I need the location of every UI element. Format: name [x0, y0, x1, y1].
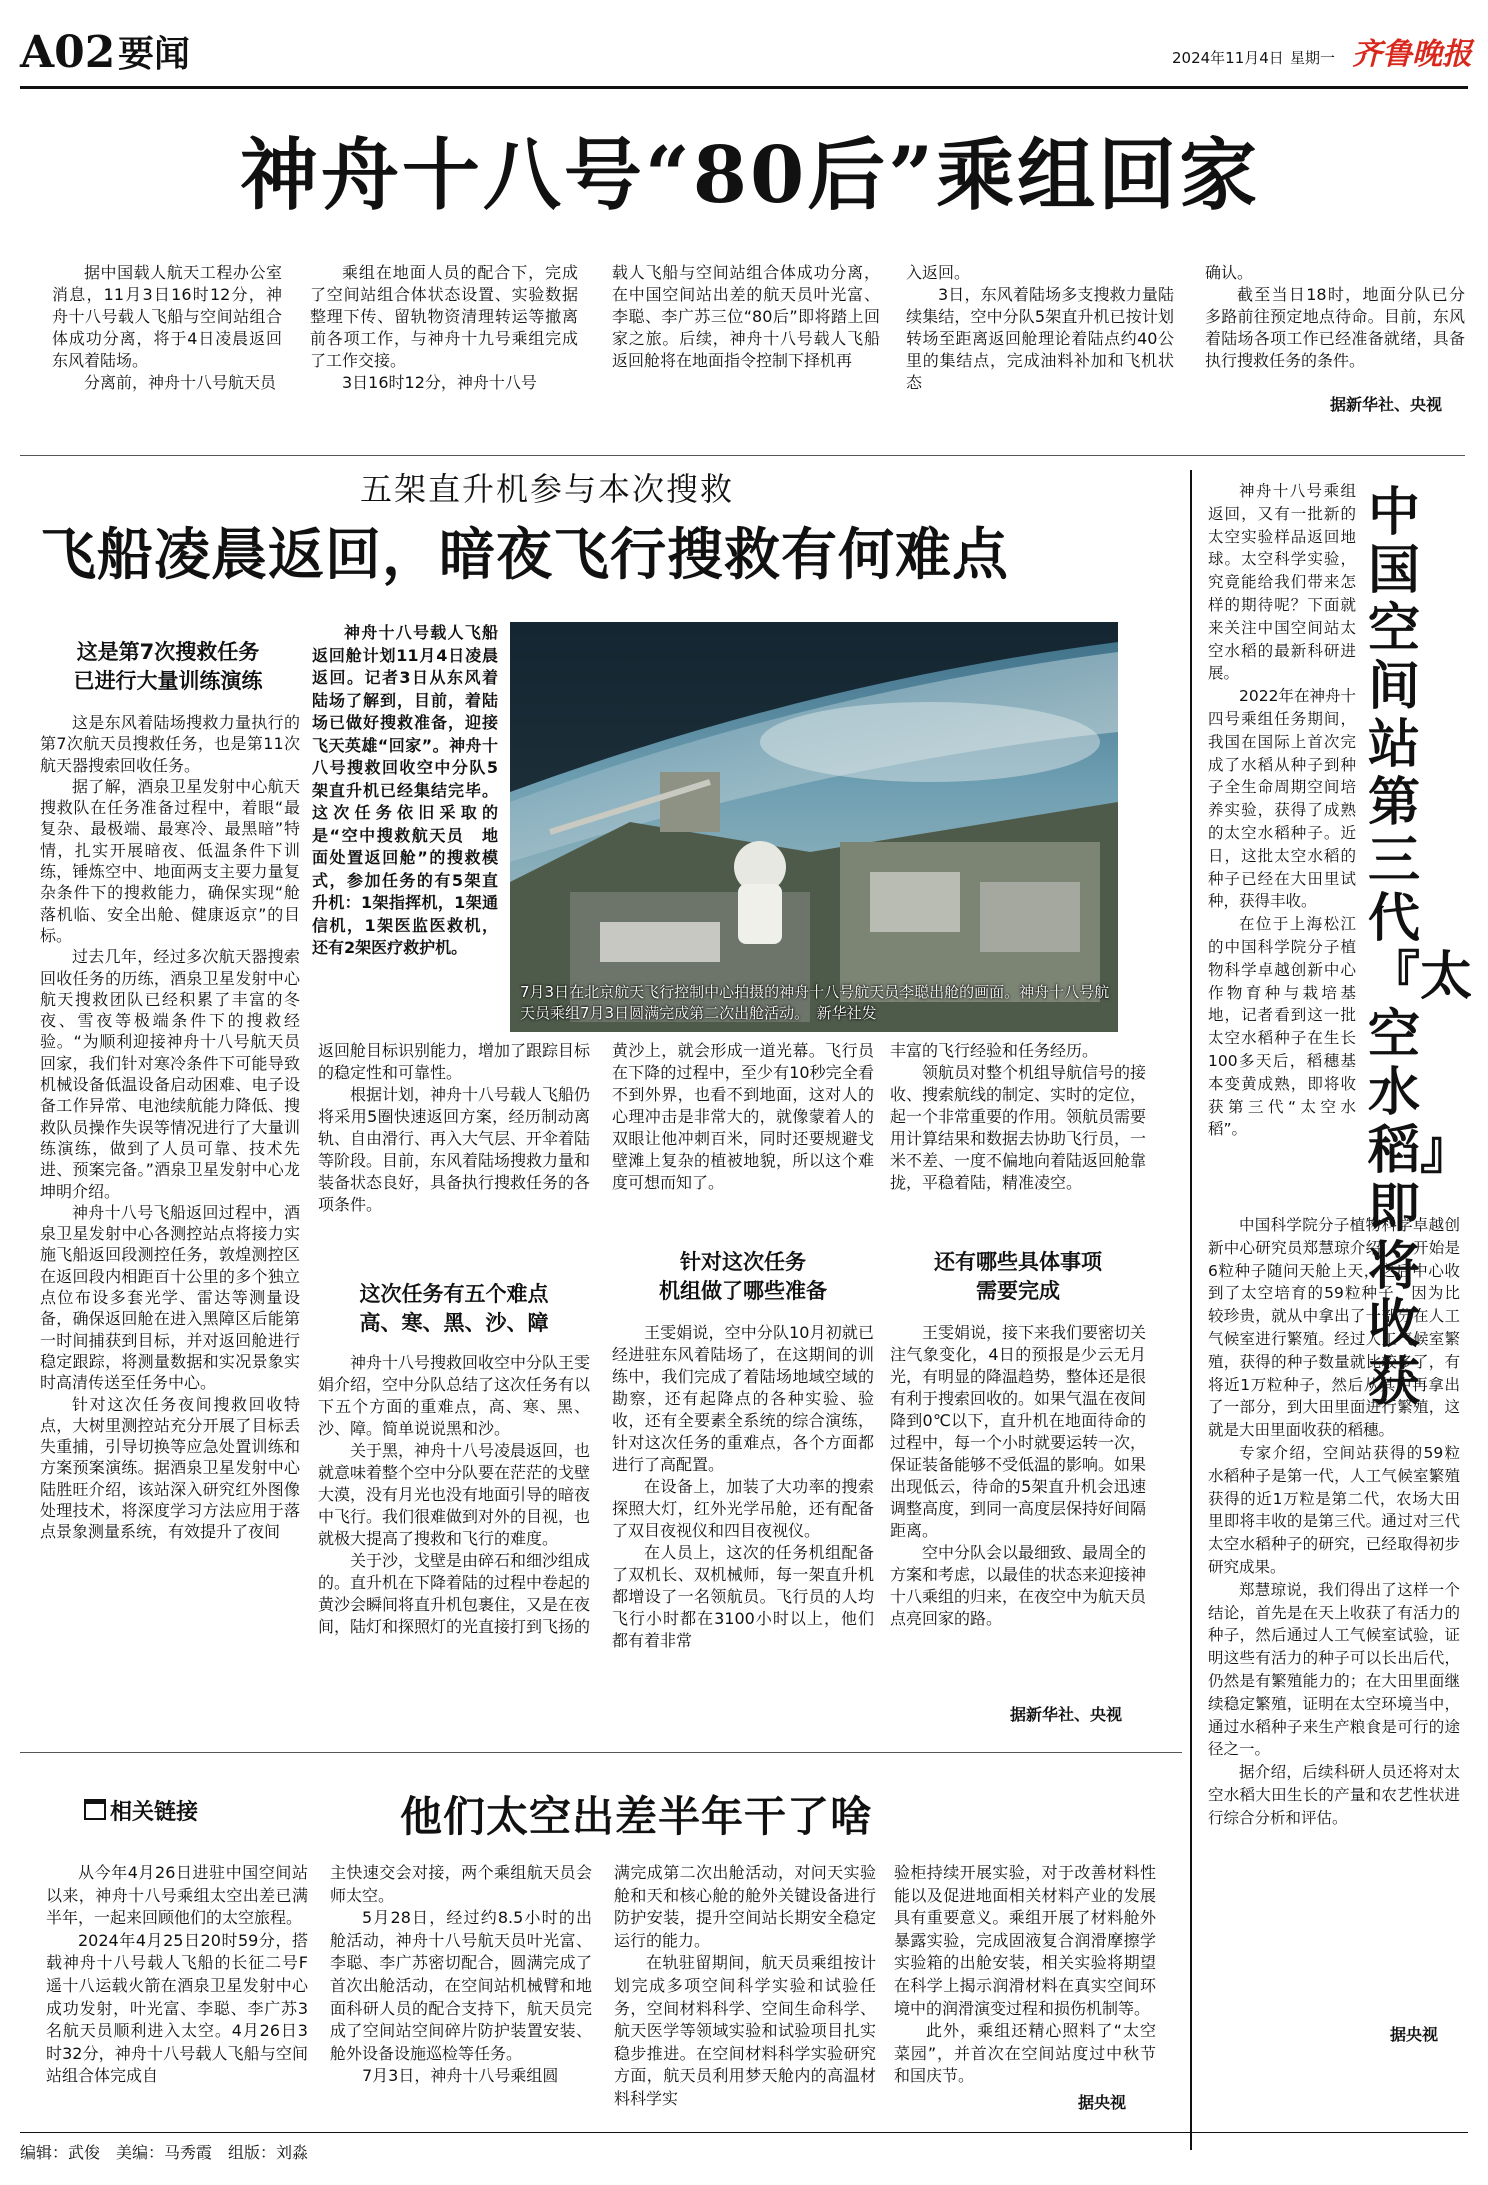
masthead-rule — [20, 86, 1468, 89]
footer-rule — [20, 2132, 1468, 2133]
rescue-kicker: 五架直升机参与本次搜救 — [360, 470, 735, 508]
document-icon — [84, 1799, 106, 1820]
main-story-col-4: 入返回。 3日，东风着陆场多支搜救力量陆续集结，空中分队5架直升机已按计划转场至距离返回舱理论着陆点约40公里的集结点，完成油料补加和飞机状态 — [906, 263, 1174, 392]
link-box-source: 据央视 — [1078, 2093, 1127, 2112]
rescue-left-column: 这是东风着陆场搜救力量执行的第7次航天员搜救任务，也是第11次航天器搜索回收任务。 据了解，酒泉卫星发射中心航天搜救队在任务准备过程中，着眼“最复杂、最极端、最寒冷、最黑暗”特情，扎实开展暗夜、低温条件下训练，锤炼空中、地面两支主要力量复杂条件下的搜救能力，确保实现“舱落机临、安全出舱、健康返京”的目标。 过去几年，经过多次航天器搜索回收任务的历练，酒泉卫星发射中心航天搜救团队已经积累了丰富的冬夜、雪夜等极端条件下的搜救经验。“为顺利迎接神舟十八号航天员回家，我们针对寒冷条件下可能导致机械设备低温设备启动困难、电子设备工作异常、电池续航能力降低、搜救队员操作失误等情况进行了大量训练演练，做到了人员可靠、技术先进、预案完备。”酒泉卫星发射中心龙坤明介绍。 神舟十八号飞船返回过程中，酒泉卫星发射中心各测控站点将接力实施飞船返回段测控任务，敦煌测控区在返回段内相距百十公里的多个独立点位布设多套光学、雷达等测量设备，确保返回舱在进入黑障区后能第一时间捕获到目标，并对返回舱进行稳定跟踪，将测量数据和实况景象实时高清传送至任务中心。 针对这次任务夜间搜救回收特点，大树里测控站充分开展了目标丢失重捕，引导切换等应急处置训练和方案预案演练。据酒泉卫星发射中心陆胜旺介绍，该站深入研究红外图像处理技术，将深度学习方法应用于落点景象测量系统，有效提升了夜间 — [40, 713, 300, 1542]
rescue-col-3b: 王雯娟说，空中分队10月初就已经进驻东风着陆场了，在这期间的训练中，我们完成了着陆场地域空域的勘察，还有起降点的各种实验、验收，还有全要素全系统的综合演练，针对这次任务的重难点，各个方面都进行了高配置。 在设备上，加装了大功率的搜索探照大灯，红外光学吊舱，还有配备了双目夜视仪和四目夜视仪。 在人员上，这次的任务机组配备了双机长、双机械师，每一架直升机都增设了一名领航员。飞行员的人均飞行小时都在3100小时以上，他们都有着非常 — [612, 1323, 874, 1650]
rescue-intro: 神舟十八号载人飞船返回舱计划11月4日凌晨返回。记者3日从东风着陆场了解到，目前，着陆场已做好搜救准备，迎接飞天英雄“回家”。神舟十八号搜救回收空中分队5架直升机已经集结完毕。这次任务依旧采取的是“空中搜救航天员 地面处置返回舱”的搜救模式，参加任务的有5架直升机：1架指挥机，1架通信机，1架医监医救机，还有2架医疗救护机。 — [312, 623, 498, 957]
main-story-col-3: 载人飞船与空间站组合体成功分离，在中国空间站出差的航天员叶光富、李聪、李广苏三位“80后”即将踏上回家之旅。后续，神舟十八号载人飞船返回舱将在地面指令控制下择机再 — [612, 263, 880, 370]
main-headline: 神舟十八号“80后”乘组回家 — [239, 130, 1261, 221]
link-box-headline: 他们太空出差半年干了啥 — [400, 1792, 874, 1841]
main-story-divider — [20, 455, 1465, 456]
sidebar-source: 据央视 — [1390, 2025, 1439, 2044]
sidebar-body-full: 中国科学院分子植物科学卓越创新中心研究员郑慧琼介绍，一开始是6粒种子随问天舱上天，之后中心收到了太空培育的59粒种子，因为比较珍贵，就从中拿出了一部分在人工气候室进行繁殖。经过人工气候室繁殖，获得的种子数量就比较多了，有将近1万粒种子，然后从其中再拿出了一部分，到大田里面进行繁殖，这就是大田里面收获的稻穗。 专家介绍，空间站获得的59粒水稻种子是第一代，人工气候室繁殖获得的近1万粒是第二代，农场大田里即将丰收的是第三代。通过对三代太空水稻种子的研究，已经取得初步研究成果。 郑慧琼说，我们得出了这样一个结论，首先是在天上收获了有活力的种子，然后通过人工气候室试验，证明这些有活力的种子可以长出后代，仍然是有繁殖能力的；在大田里面继续稳定繁殖，证明在太空环境当中，通过水稻种子来生产粮食是可行的途径之一。 据介绍，后续科研人员还将对太空水稻大田生长的产量和农艺性状进行综合分析和评估。 — [1208, 1216, 1460, 1827]
photo-illustration — [510, 622, 1118, 1032]
rescue-col-2b: 神舟十八号搜救回收空中分队王雯娟介绍，空中分队总结了这次任务有以下五个方面的重难点，高、寒、黑、沙、障。简单说说黑和沙。 关于黑，神舟十八号凌晨返回，也就意味着整个空中分队要在茫茫的戈壁大漠，没有月光也没有地面引导的暗夜中飞行。我们很难做到对外的目视，也就极大提高了搜救和飞行的难度。 关于沙，戈壁是由碎石和细沙组成的。直升机在下降着陆的过程中卷起的黄沙会瞬间将直升机包裹住，又是在夜间，陆灯和探照灯的光直接打到飞扬的 — [318, 1353, 591, 1636]
rescue-col-3: 黄沙上，就会形成一道光幕。飞行员在下降的过程中，至少有10秒完全看不到外界，也看不到地面，这对人的心理冲击是非常大的，就像蒙着人的双眼让他冲刺百米，同时还要规避戈壁滩上复杂的植被地貌，所以这个难度可想而知了。 — [612, 1041, 874, 1192]
rescue-col-4b: 王雯娟说，接下来我们要密切关注气象变化，4日的预报是少云无月光，有明显的降温趋势，整体还是很有利于搜索回收的。如果气温在夜间降到0℃以下，直升机在地面待命的过程中，每一个小时就要运转一次，保证装备能够不受低温的影响。如果出现低云，待命的5架直升机会迅速调整高度，到同一高度层保持好间隔距离。 空中分队会以最细致、最周全的方案和考虑，以最佳的状态来迎接神十八乘组的归来，在夜空中为航天员点亮回家的路。 — [890, 1323, 1147, 1628]
main-story-source: 据新华社、央视 — [1330, 395, 1443, 414]
main-story-col-1: 据中国载人航天工程办公室消息，11月3日16时12分，神舟十八号载人飞船与空间站组合体成功分离，将于4日凌晨返回东风着陆场。 分离前，神舟十八号航天员 — [52, 263, 282, 392]
link-box-col-4: 验柜持续开展实验，对于改善材料性能以及促进地面相关材料产业的发展具有重要意义。乘组开展了材料舱外暴露实验，完成固液复合润滑摩擦学实验箱的出舱安装，相关实验将期望在科学上揭示润滑材料在真实空间环境中的润滑演变过程和损伤机制等。 此外，乘组还精心照料了“太空菜园”，并首次在空间站度过中秋节和国庆节。 — [894, 1863, 1156, 2086]
page-code: A02 — [20, 27, 116, 78]
astronaut-eva-photo — [510, 622, 1118, 1032]
link-box-rule — [20, 1752, 1182, 1753]
rescue-col-4: 丰富的飞行经验和任务经历。 领航员对整个机组导航信号的接收、搜索航线的制定、实时的定位，起一个非常重要的作用。领航员需要用计算结果和数据去协助飞行员，一米不差、一度不偏地向着陆返回舱靠拢，平稳着陆，精准凌空。 — [890, 1041, 1147, 1192]
link-box-col-1: 从今年4月26日进驻中国空间站以来，神舟十八号乘组太空出差已满半年，一起来回顾他们的太空旅程。 2024年4月25日20时59分，搭载神舟十八号载人飞船的长征二号F遥十八运载火箭在酒泉卫星发射中心成功发射，叶光富、李聪、李广苏3名航天员顺利进入太空。4月26日3时32分，神舟十八号载人飞船与空间站组合体完成自 — [46, 1863, 308, 2086]
link-box-col-3: 满完成第二次出舱活动，对问天实验舱和天和核心舱的舱外关键设备进行防护安装，提升空间站长期安全稳定运行的能力。 在轨驻留期间，航天员乘组按计划完成多项空间科学实验和试验任务，空间材料科学、空间生命科学、航天医学等领域实验和试验项目扎实稳步推进。在空间材料科学实验研究方面，航天员利用梦天舱内的高温材料科学实 — [614, 1863, 876, 2108]
issue-weekday: 星期一 — [1290, 49, 1336, 67]
paper-logo: 齐鲁晚报 — [1352, 37, 1472, 72]
link-box-label: 相关链接 — [84, 1798, 198, 1828]
photo-caption: 7月3日在北京航天飞行控制中心拍摄的神舟十八号航天员李聪出舱的画面。神舟十八号航天员乘组7月3日圆满完成第二次出舱活动。 新华社发 — [520, 983, 1110, 1022]
sidebar-rule — [1190, 470, 1192, 2150]
link-box-col-2: 主快速交会对接，两个乘组航天员会师太空。 5月28日，经过约8.5小时的出舱活动，神舟十八号航天员叶光富、李聪、李广苏密切配合，圆满完成了首次出舱活动，在空间站机械臂和地面科研人员的配合支持下，航天员完成了空间站空间碎片防护装置安装、舱外设备设施巡检等任务。 7月3日，神舟十八号乘组圆 — [330, 1863, 592, 2086]
rescue-source: 据新华社、央视 — [1010, 1705, 1123, 1724]
rescue-headline: 飞船凌晨返回，暗夜飞行搜救有何难点 — [40, 522, 1009, 588]
rescue-subhead-3: 针对这次任务 机组做了哪些准备 — [659, 1250, 827, 1303]
sidebar-headline: 中国空间站第三代『太空水稻』即将收获 — [1368, 482, 1473, 1413]
main-story-col-5: 确认。 截至当日18时，地面分队已分多路前往预定地点待命。目前，东风着陆场各项工作已经准备就绪，具备执行搜救任务的条件。 — [1205, 263, 1465, 370]
issue-date: 2024年11月4日 — [1172, 49, 1284, 67]
main-story-col-2: 乘组在地面人员的配合下，完成了空间站组合体状态设置、实验数据整理下传、留轨物资清理转运等撤离前各项工作，与神舟十九号乘组完成了工作交接。 3日16时12分，神舟十八号 — [310, 263, 578, 392]
rescue-col-2: 返回舱目标识别能力，增加了跟踪目标的稳定性和可靠性。 根据计划，神舟十八号载人飞船仍将采用5圈快速返回方案，经历制动离轨、自由滑行、再入大气层、开伞着陆等阶段。目前，东风着陆场搜救力量和装备状态良好，具备执行搜救任务的各项条件。 — [318, 1041, 591, 1214]
rescue-subhead-1: 这是第7次搜救任务 已进行大量训练演练 — [73, 640, 263, 693]
sidebar-body: 神舟十八号乘组返回，又有一批新的太空实验样品返回地球。太空科学实验，究竟能给我们带来怎样的期待呢？下面就来关注中国空间站太空水稻的最新科研进展。 2022年在神舟十四号乘组任务期间，我国在国际上首次完成了水稻从种子到种子全生命周期空间培养实验，获得了成熟的太空水稻种子。近日，这批太空水稻的种子已经在大田里试种，获得丰收。 在位于上海松江的中国科学院分子植物科学卓越创新中心作物育种与栽培基地，记者看到这一批太空水稻种子在生长100多天后，稻穗基本变黄成熟，即将收获第三代“太空水稻”。 — [1208, 482, 1356, 1139]
rescue-subhead-4: 还有哪些具体事项 需要完成 — [934, 1250, 1102, 1303]
footer-credits: 编辑：武俊 美编：马秀霞 组版：刘淼 — [20, 2143, 309, 2162]
rescue-subhead-2: 这次任务有五个难点 高、寒、黑、沙、障 — [359, 1282, 549, 1335]
section-name: 要闻 — [118, 33, 191, 75]
